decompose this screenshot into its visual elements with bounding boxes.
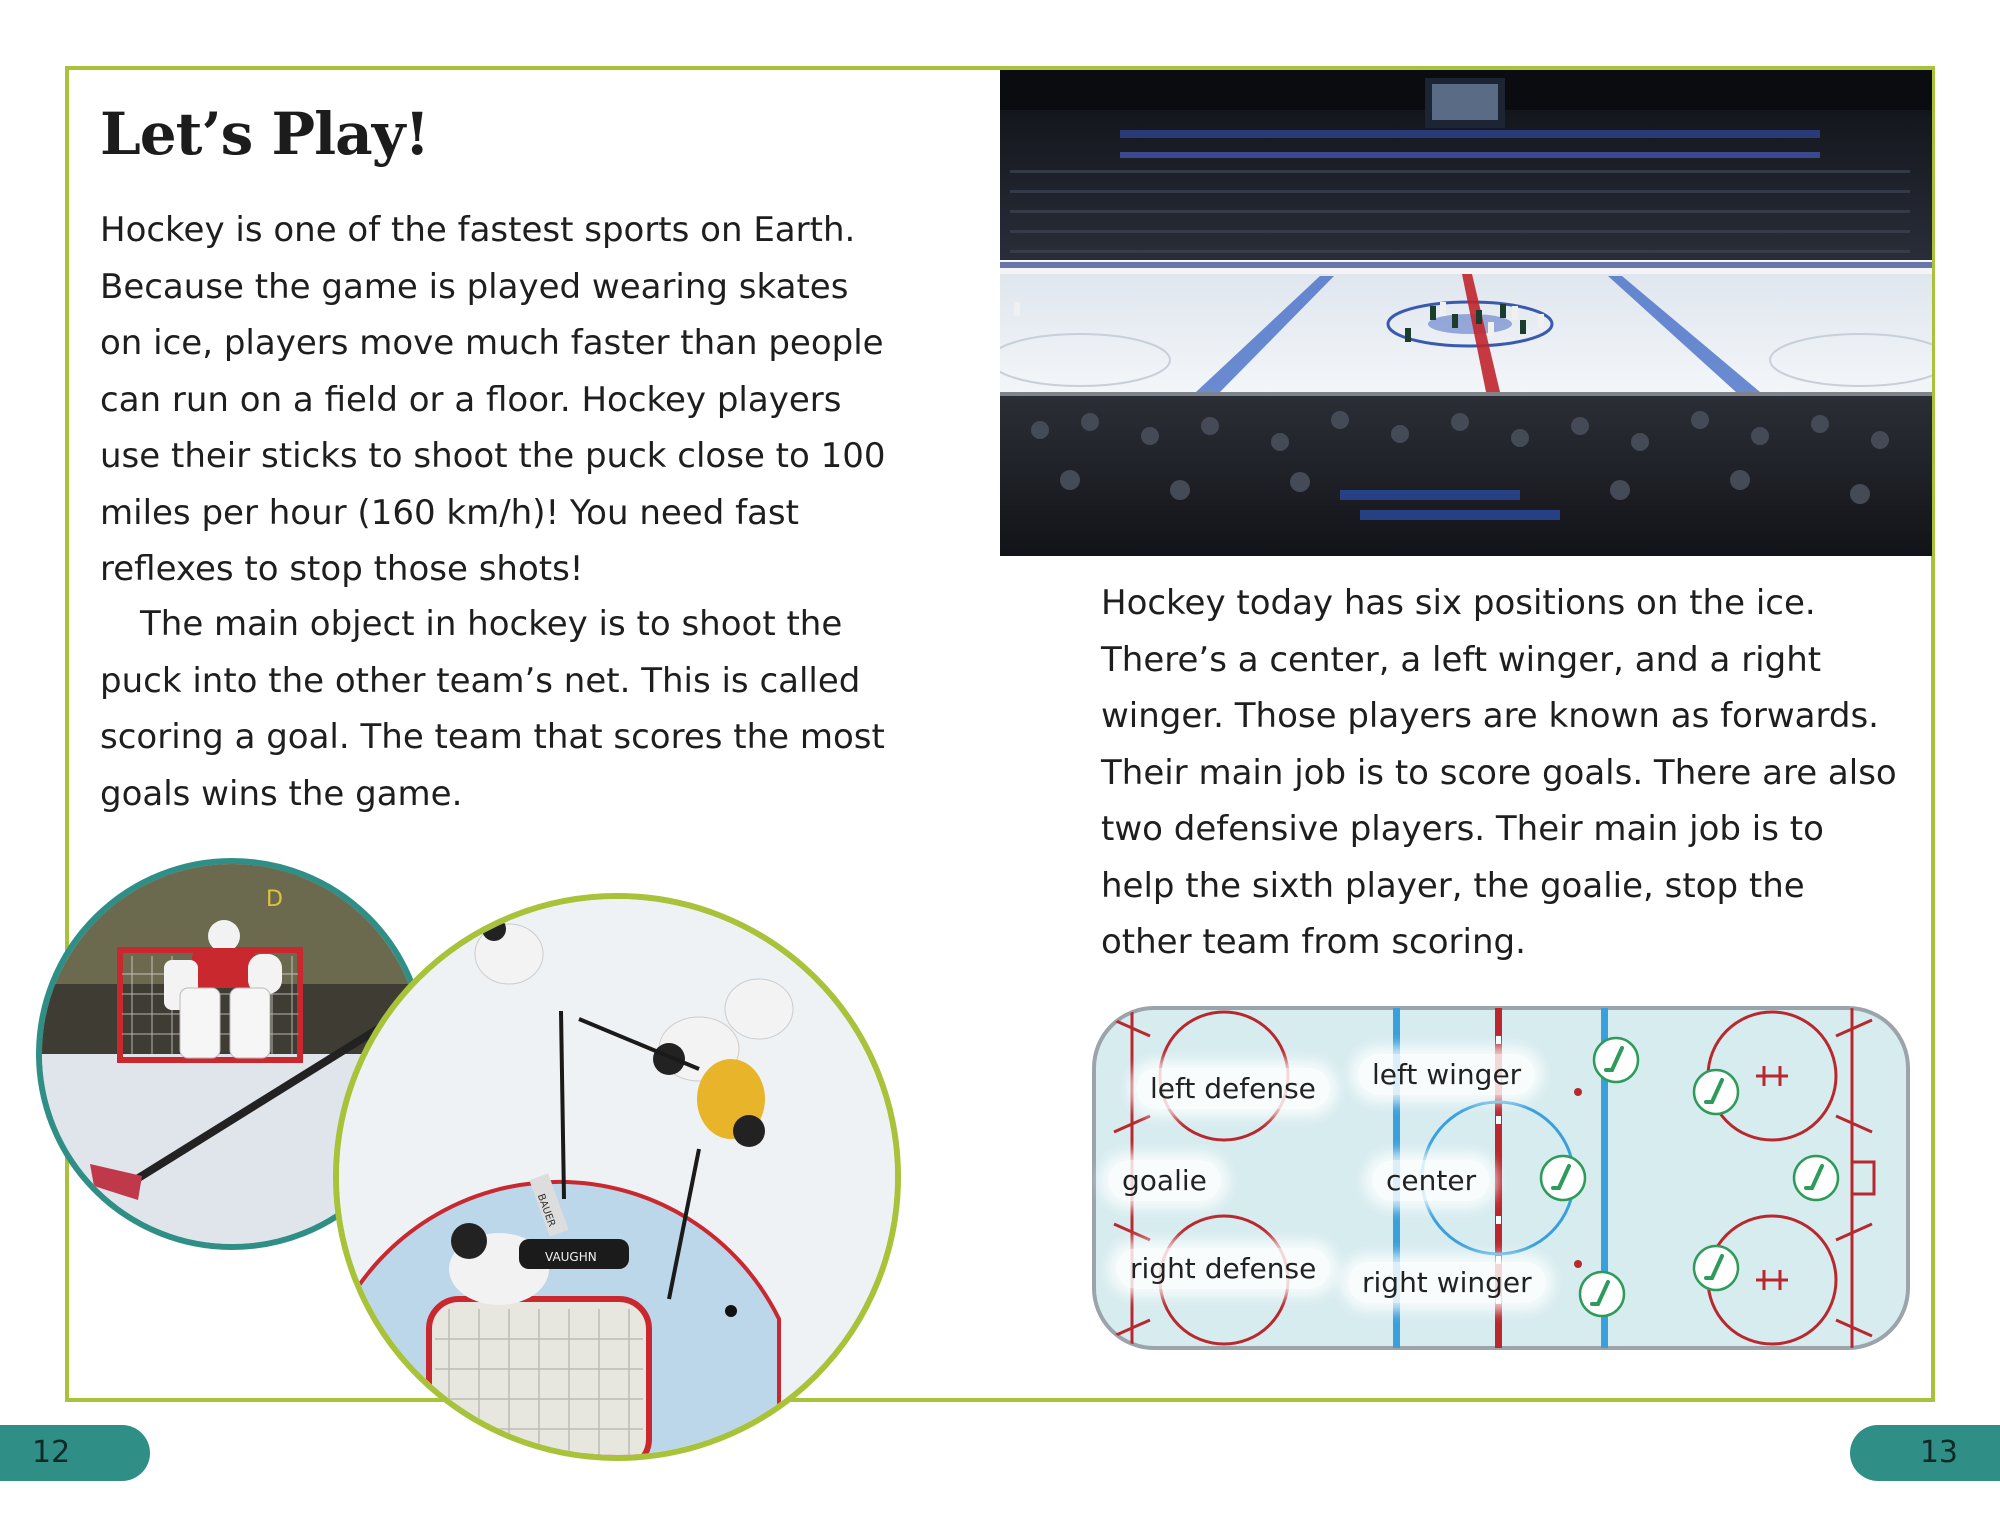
label-right-winger: right winger bbox=[1348, 1262, 1546, 1303]
label-left-defense: left defense bbox=[1136, 1068, 1330, 1109]
arena-letter: D bbox=[266, 887, 283, 912]
helmet-brand: BAUER bbox=[534, 1192, 557, 1229]
rink-diagram bbox=[1092, 1006, 1910, 1350]
pad-brand: VAUGHN bbox=[545, 1250, 597, 1264]
intro-paragraph: Hockey is one of the fastest sports on Earth. Because the game is played wearing skates on ice, players move much faster than people can run on a field or a floor. Hockey players use their sticks to shoot the puck close to 100 miles per hour (160 km/h)! You need fast reflexes to stop those shots! bbox=[100, 210, 886, 589]
label-center: center bbox=[1372, 1160, 1490, 1201]
arena-photo bbox=[1000, 70, 1932, 556]
label-left-winger: left winger bbox=[1358, 1054, 1535, 1095]
topdown-photo bbox=[333, 893, 901, 1461]
page-number-right: 13 bbox=[1850, 1425, 2000, 1481]
label-right-defense: right defense bbox=[1116, 1248, 1330, 1289]
page-title: Let’s Play! bbox=[100, 100, 429, 168]
label-goalie: goalie bbox=[1108, 1160, 1221, 1201]
object-paragraph: The main object in hockey is to shoot the puck into the other team’s net. This is called scoring a goal. The team that scores the most goals wins the game. bbox=[100, 604, 885, 814]
page-number-left: 12 bbox=[0, 1425, 150, 1481]
positions-paragraph: Hockey today has six positions on the ice. There’s a center, a left winger, and a right winger. Those players are known as forwards. Their main job is to score goals. There are also two defensive players. Their main job is to help the sixth player, the goalie, stop the other team from scoring. bbox=[1101, 583, 1897, 962]
topdown-illustration bbox=[339, 899, 895, 1455]
arena-illustration bbox=[1000, 70, 1932, 556]
